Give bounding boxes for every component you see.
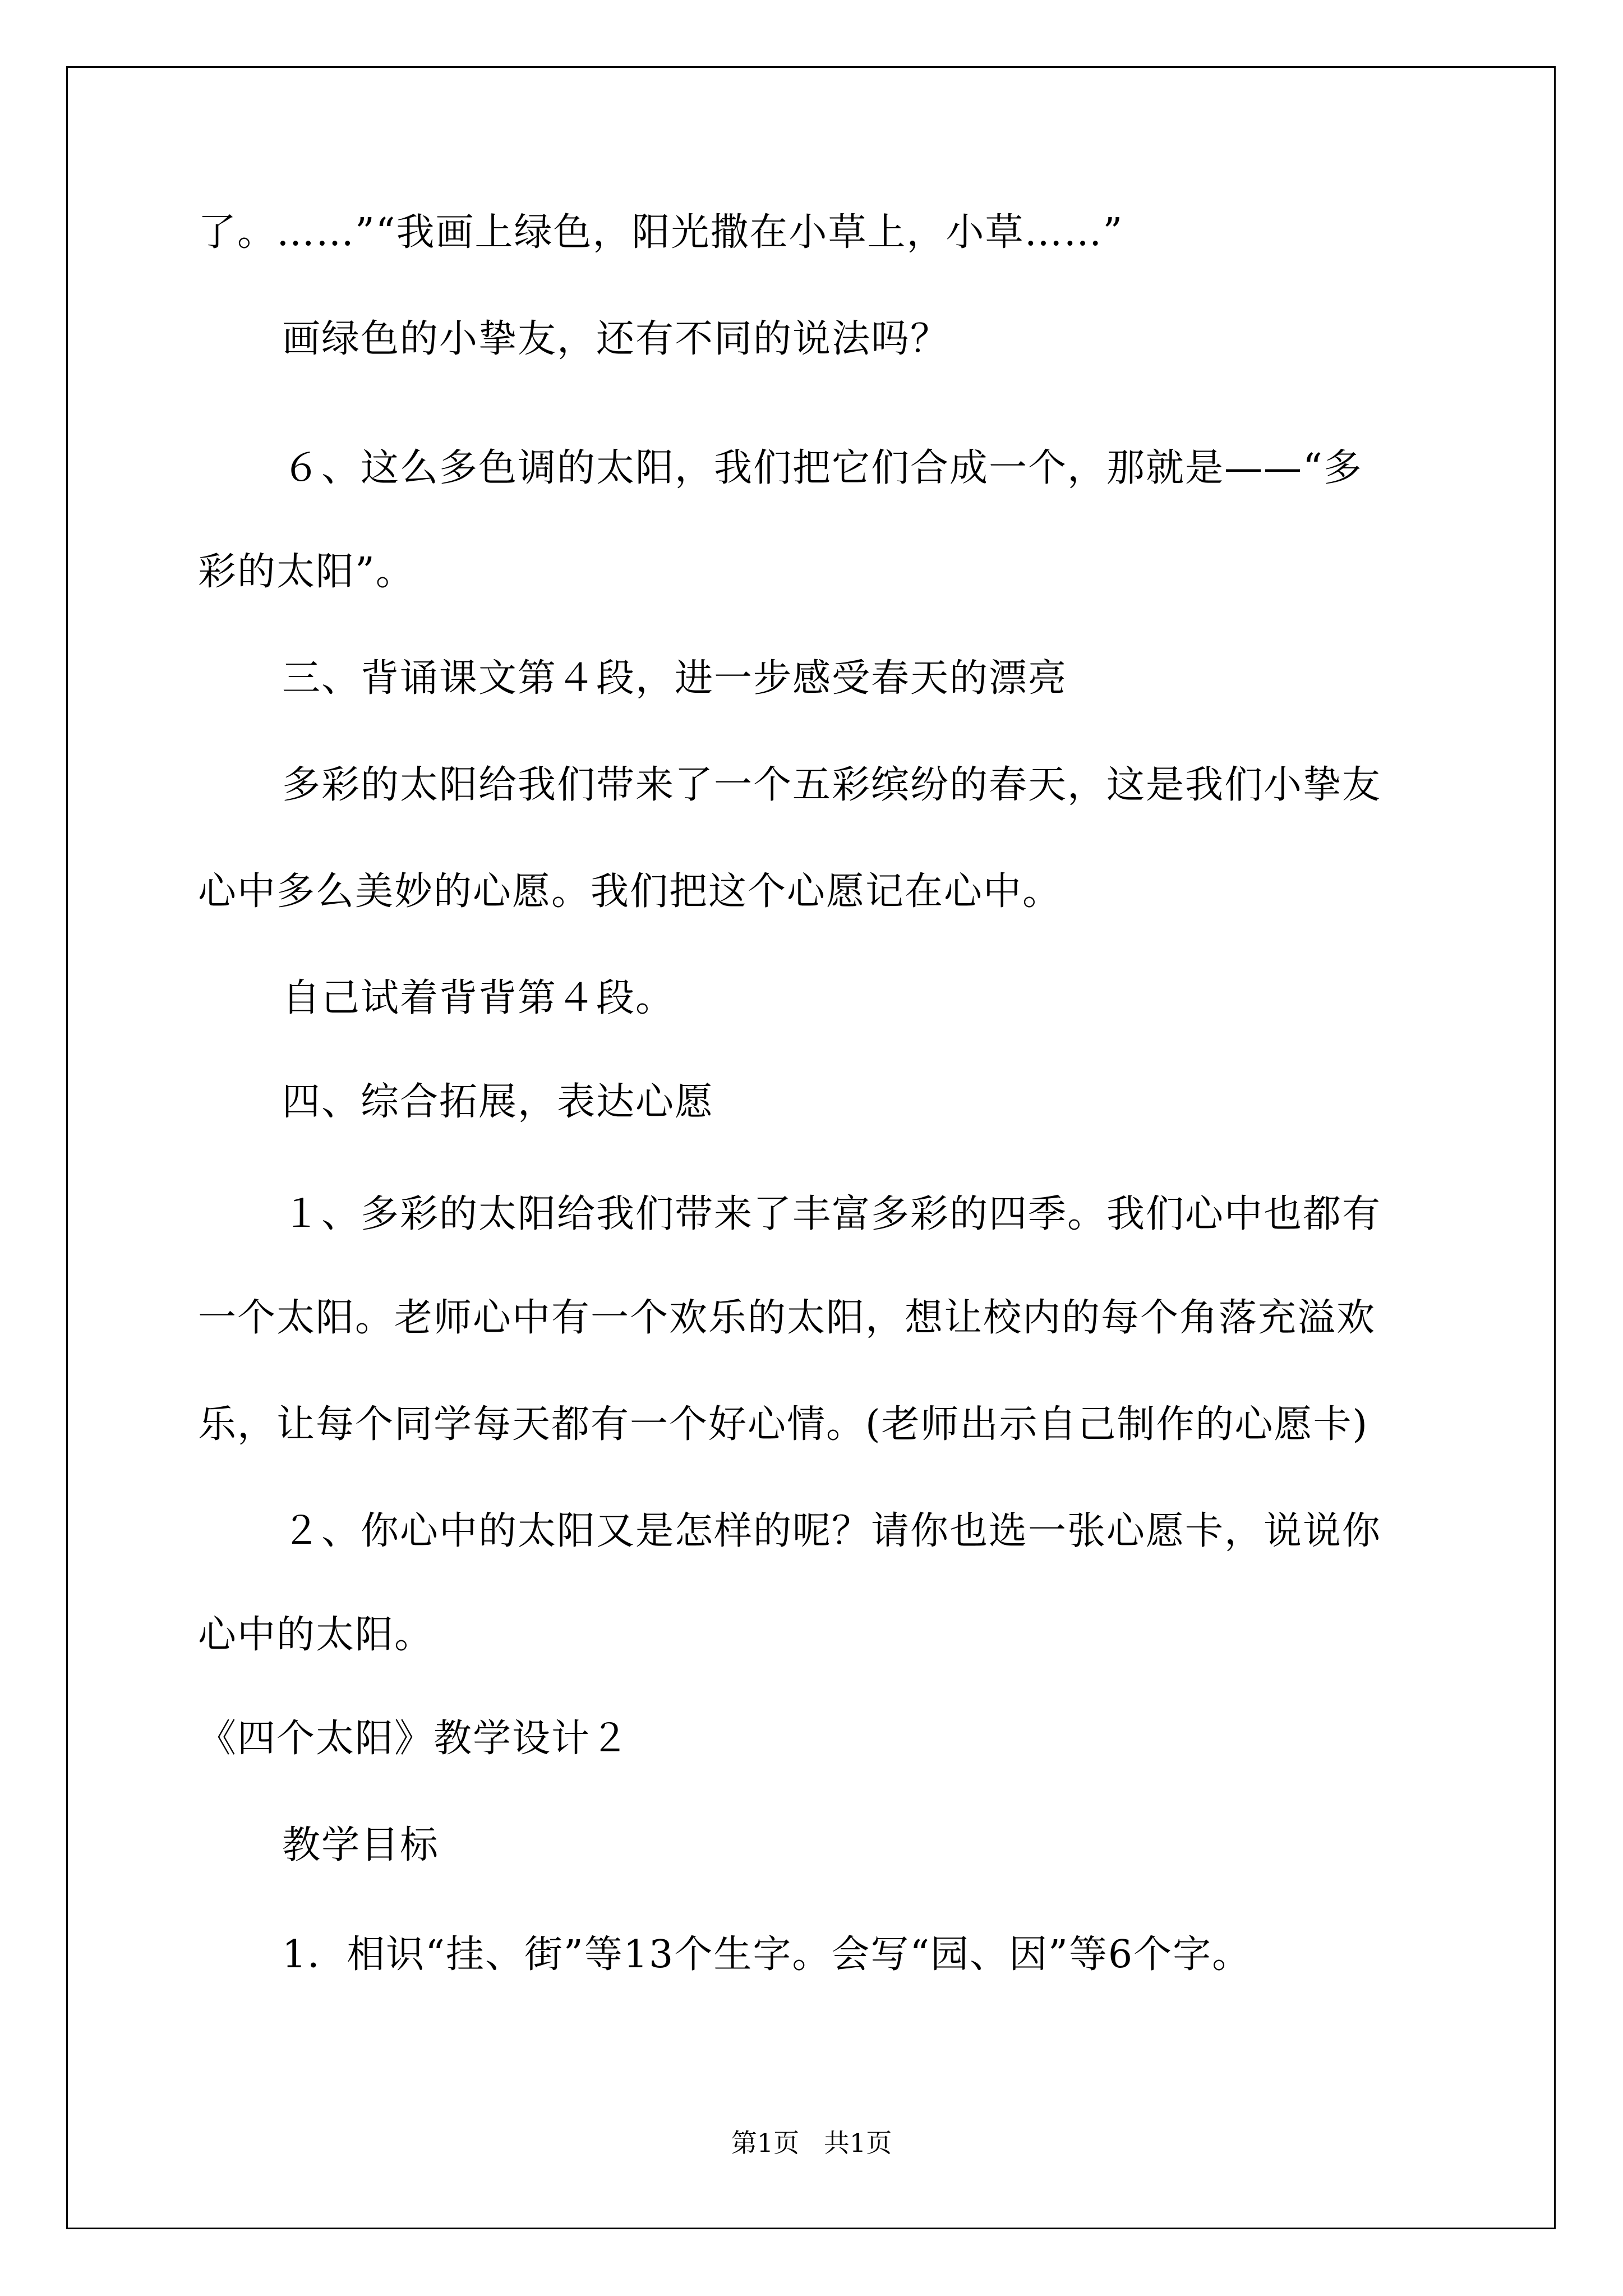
body-line-10: １、多彩的太阳给我们带来了丰富多彩的四季。我们心中也都有 bbox=[282, 1192, 1382, 1236]
body-line-2: 画绿色的小挚友，还有不同的说法吗？ bbox=[282, 317, 950, 361]
body-line-12: 乐，让每个同学每天都有一个好心情。(老师出示自己制作的心愿卡) bbox=[198, 1402, 1369, 1447]
body-line-11: 一个太阳。老师心中有一个欢乐的太阳，想让校内的每个角落充溢欢 bbox=[198, 1296, 1376, 1340]
body-line-6: 多彩的太阳给我们带来了一个五彩缤纷的春天，这是我们小挚友 bbox=[282, 763, 1382, 807]
subheading-teaching-goals: 教学目标 bbox=[282, 1823, 440, 1867]
section-heading-4: 四、综合拓展，表达心愿 bbox=[282, 1080, 714, 1124]
page-footer: 第1页 共1页 bbox=[731, 2128, 892, 2158]
section-heading-3: 三、背诵课文第４段，进一步感受春天的漂亮 bbox=[282, 656, 1068, 701]
body-line-8: 自己试着背背第４段。 bbox=[282, 976, 675, 1020]
document-title: 《四个太阳》教学设计２ bbox=[198, 1717, 630, 1761]
goal-item-1: 1．相识“挂、街”等13个生字。会写“园、因”等6个字。 bbox=[282, 1932, 1252, 1977]
body-line-13: ２、你心中的太阳又是怎样的呢？请你也选一张心愿卡，说说你 bbox=[282, 1509, 1382, 1553]
body-line-14: 心中的太阳。 bbox=[198, 1613, 434, 1657]
body-line-3: ６、这么多色调的太阳，我们把它们合成一个，那就是——“多 bbox=[282, 446, 1363, 490]
page-border bbox=[66, 66, 1556, 2229]
body-line-7: 心中多么美妙的心愿。我们把这个心愿记在心中。 bbox=[198, 869, 1062, 914]
body-line-1: 了。……”“我画上绿色，阳光撒在小草上，小草……” bbox=[198, 210, 1124, 255]
body-line-4: 彩的太阳”。 bbox=[198, 550, 415, 594]
